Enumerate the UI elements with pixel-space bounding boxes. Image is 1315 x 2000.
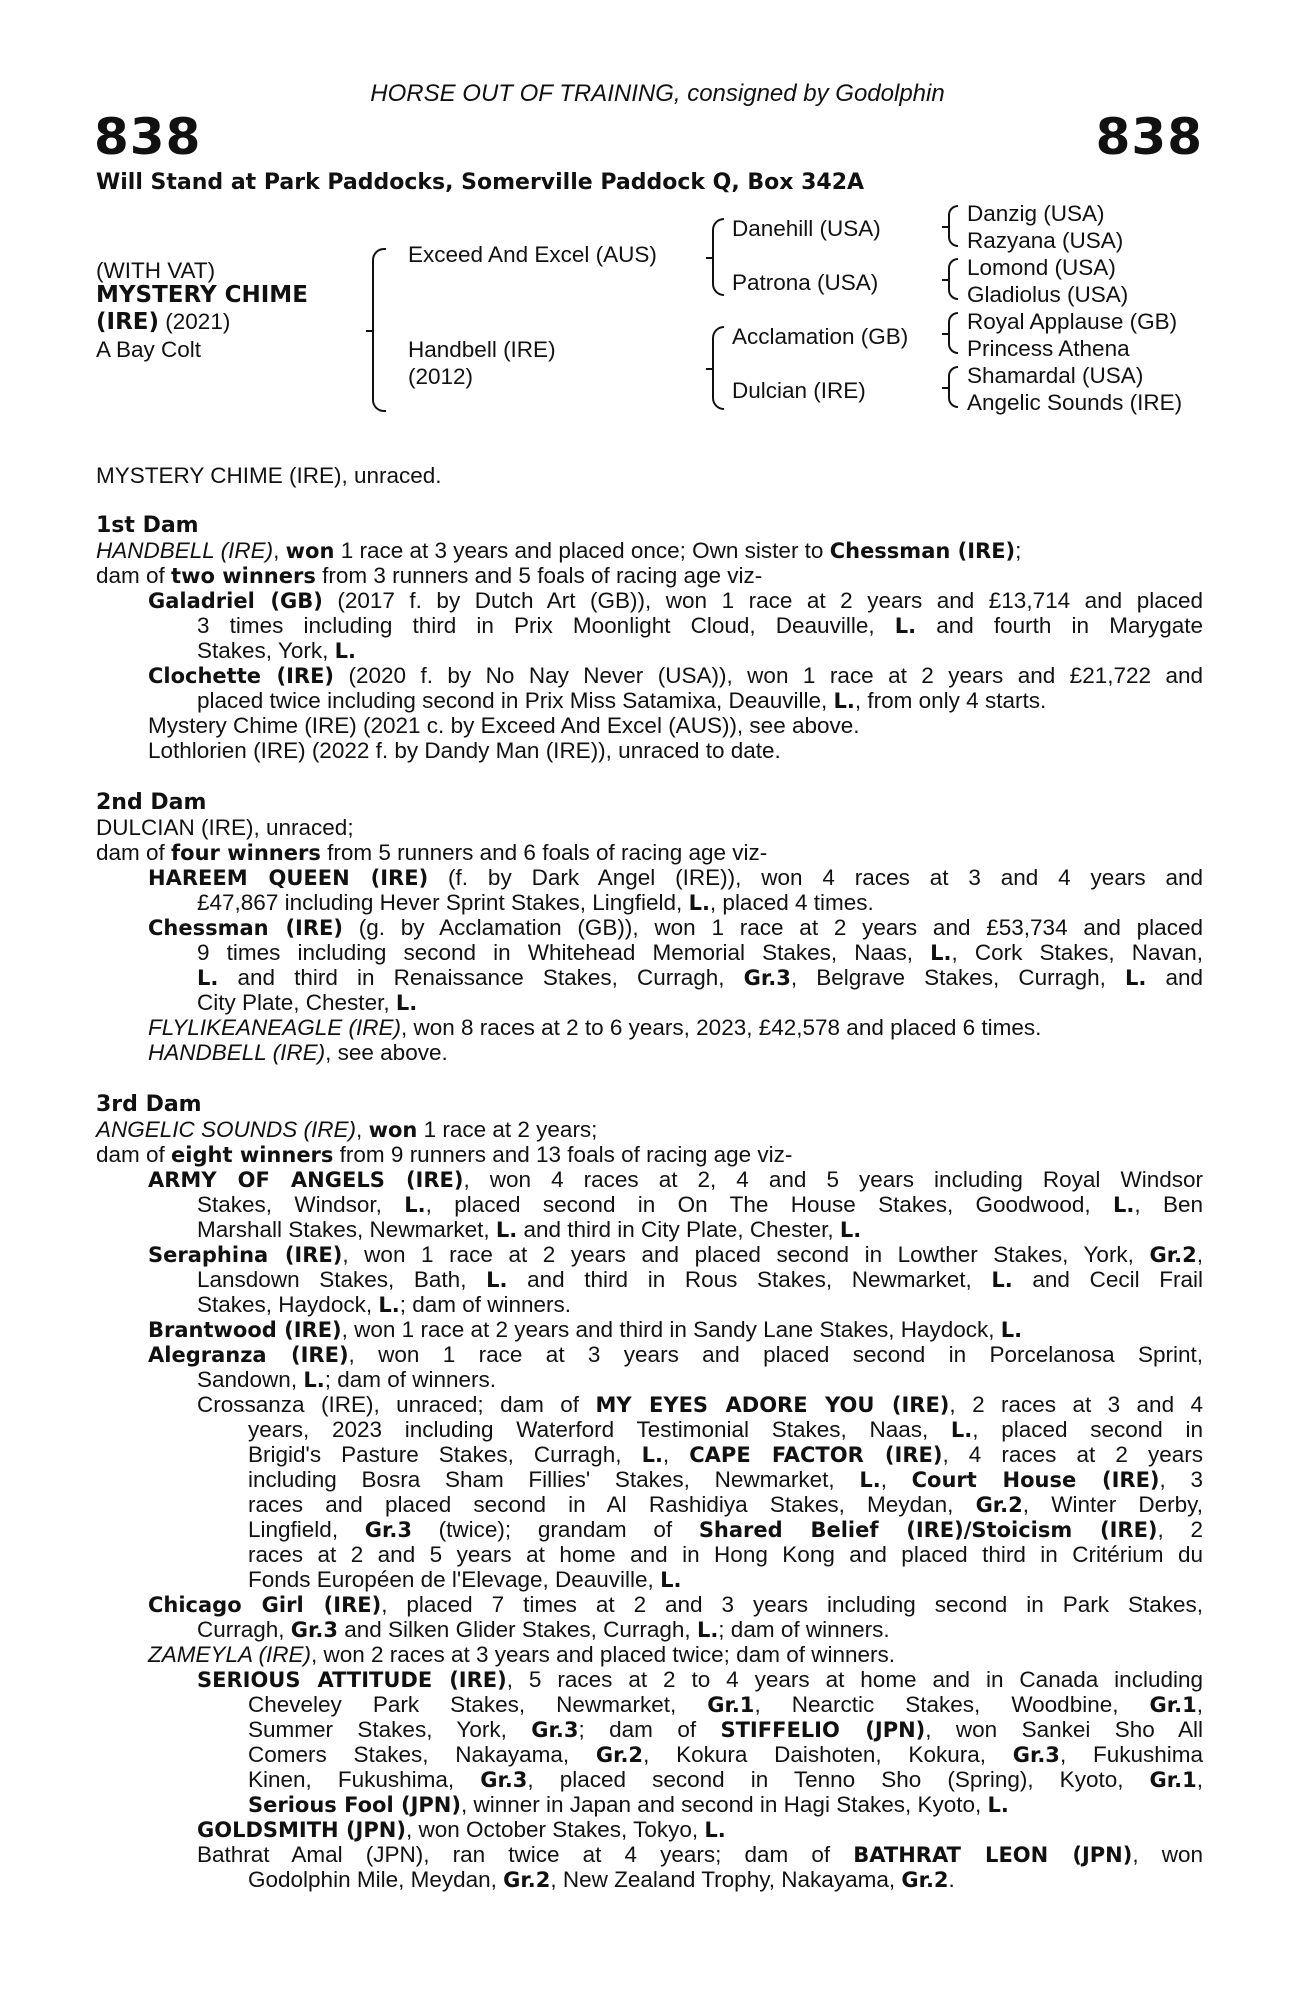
pedigree-g8: Angelic Sounds (IRE) — [967, 390, 1183, 415]
first-dam-entry-1-line-2: 3 times including third in Prix Moonlight Cloud, Deauville, L. and fourth in Marygate — [197, 613, 1203, 638]
sire: Exceed And Excel (AUS) — [408, 242, 657, 267]
pedigree-g6: Princess Athena — [967, 336, 1130, 361]
first-dam-entry-2-line-2: placed twice including second in Prix Miss Satamixa, Deauville, L., from only 4 starts. — [197, 688, 1047, 713]
third-dam-seraphina: Seraphina (IRE), won 1 race at 2 years and placed second in Lowther Stakes, York, Gr.2, — [148, 1242, 1203, 1267]
second-dam-entry-1: HAREEM QUEEN (IRE) (f. by Dark Angel (IRE)), won 4 races at 3 and 4 years and — [148, 865, 1203, 890]
pedigree-brace-sire — [712, 218, 724, 296]
pedigree-brace-g3 — [948, 312, 958, 354]
third-dam-alegranza-2: Sandown, L.; dam of winners. — [197, 1367, 497, 1392]
third-dam-crossanza-7: races at 2 and 5 years at home and in Hong Kong and placed third in Critérium du — [248, 1542, 1203, 1567]
second-dam-entry-2-line-2: 9 times including second in Whitehead Memorial Stakes, Naas, L., Cork Stakes, Navan, — [197, 940, 1203, 965]
race-summary: MYSTERY CHIME (IRE), unraced. — [96, 463, 442, 488]
first-dam-entry-4: Lothlorien (IRE) (2022 f. by Dandy Man (IRE)), unraced to date. — [148, 738, 781, 763]
pedigree-brace-dam — [712, 326, 724, 410]
third-dam-army-of-angels-3: Marshall Stakes, Newmarket, L. and third in City Plate, Chester, L. — [197, 1217, 862, 1242]
serious-attitude-3: Summer Stakes, York, Gr.3; dam of STIFFELIO (JPN), won Sankei Sho All — [248, 1717, 1203, 1742]
pedigree-brace-main — [372, 248, 386, 412]
second-dam-entry-4: HANDBELL (IRE), see above. — [148, 1040, 448, 1065]
consignment-line: HORSE OUT OF TRAINING, consigned by Godolphin — [370, 80, 945, 107]
pedigree-g7: Shamardal (USA) — [967, 363, 1144, 388]
third-dam-line-2: dam of eight winners from 9 runners and 13 foals of racing age viz- — [96, 1142, 793, 1167]
second-dam-line-2: dam of four winners from 5 runners and 6 foals of racing age viz- — [96, 840, 768, 865]
pedigree-g5: Royal Applause (GB) — [967, 309, 1178, 334]
serious-fool: Serious Fool (JPN), winner in Japan and second in Hagi Stakes, Kyoto, L. — [248, 1792, 1009, 1817]
third-dam-heading: 3rd Dam — [96, 1092, 202, 1117]
sire-dam: Patrona (USA) — [732, 270, 879, 295]
lot-number-right: 838 — [1095, 108, 1203, 166]
horse-origin: (IRE) (2021) — [96, 309, 231, 335]
second-dam-entry-1-line-2: £47,867 including Hever Sprint Stakes, Lingfield, L., placed 4 times. — [197, 890, 874, 915]
pedigree-brace-g4 — [948, 366, 958, 408]
bathrat-amal-1: Bathrat Amal (JPN), ran twice at 4 years; dam of BATHRAT LEON (JPN), won — [197, 1842, 1203, 1867]
second-dam-entry-2-line-4: City Plate, Chester, L. — [197, 990, 418, 1015]
lot-number-left: 838 — [94, 108, 202, 166]
third-dam-alegranza: Alegranza (IRE), won 1 race at 3 years and placed second in Porcelanosa Sprint, — [148, 1342, 1203, 1367]
first-dam-entry-2: Clochette (IRE) (2020 f. by No Nay Never (USA)), won 1 race at 2 years and £21,722 and — [148, 663, 1203, 688]
serious-attitude-2: Cheveley Park Stakes, Newmarket, Gr.1, Nearctic Stakes, Woodbine, Gr.1, — [248, 1692, 1203, 1717]
first-dam-entry-1: Galadriel (GB) (2017 f. by Dutch Art (GB)), won 1 race at 2 years and £13,714 and placed — [148, 588, 1203, 613]
dam-year: (2012) — [408, 364, 474, 389]
sire-sire: Danehill (USA) — [732, 216, 881, 241]
serious-attitude-5: Kinen, Fukushima, Gr.3, placed second in Tenno Sho (Spring), Kyoto, Gr.1, — [248, 1767, 1204, 1792]
serious-attitude-4: Comers Stakes, Nakayama, Gr.2, Kokura Daishoten, Kokura, Gr.3, Fukushima — [248, 1742, 1203, 1767]
pedigree-brace-g2 — [948, 258, 958, 300]
third-dam-seraphina-3: Stakes, Haydock, L.; dam of winners. — [197, 1292, 572, 1317]
first-dam-entry-1-line-3: Stakes, York, L. — [197, 638, 356, 663]
dam-sire: Acclamation (GB) — [732, 324, 909, 349]
second-dam-heading: 2nd Dam — [96, 790, 207, 815]
pedigree-g4: Gladiolus (USA) — [967, 282, 1129, 307]
third-dam-crossanza-1: Crossanza (IRE), unraced; dam of MY EYES ADORE YOU (IRE), 2 races at 3 and 4 — [197, 1392, 1204, 1417]
third-dam-line-1: ANGELIC SOUNDS (IRE), won 1 race at 2 years; — [96, 1117, 598, 1142]
second-dam-entry-2-line-3: L. and third in Renaissance Stakes, Curragh, Gr.3, Belgrave Stakes, Curragh, L. and — [197, 965, 1204, 990]
horse-name: MYSTERY CHIME — [96, 282, 308, 308]
second-dam-entry-2: Chessman (IRE) (g. by Acclamation (GB)), won 1 race at 2 years and £53,734 and placed — [148, 915, 1203, 940]
dam-dam: Dulcian (IRE) — [732, 378, 866, 403]
vat-label: (WITH VAT) — [96, 258, 216, 283]
first-dam-line-2: dam of two winners from 3 runners and 5 foals of racing age viz- — [96, 563, 763, 588]
second-dam-line-1: DULCIAN (IRE), unraced; — [96, 815, 354, 840]
first-dam-line-1: HANDBELL (IRE), won 1 race at 3 years and placed once; Own sister to Chessman (IRE); — [96, 538, 1022, 563]
third-dam-crossanza-2: years, 2023 including Waterford Testimonial Stakes, Naas, L., placed second in — [248, 1417, 1203, 1442]
third-dam-crossanza-8: Fonds Européen de l'Elevage, Deauville, L. — [248, 1567, 682, 1592]
third-dam-crossanza-3: Brigid's Pasture Stakes, Curragh, L., CAPE FACTOR (IRE), 4 races at 2 years — [248, 1442, 1203, 1467]
third-dam-army-of-angels: ARMY OF ANGELS (IRE), won 4 races at 2, 4 and 5 years including Royal Windsor — [148, 1167, 1203, 1192]
third-dam-crossanza-5: races and placed second in Al Rashidiya Stakes, Meydan, Gr.2, Winter Derby, — [248, 1492, 1204, 1517]
third-dam-seraphina-2: Lansdown Stakes, Bath, L. and third in Rous Stakes, Newmarket, L. and Cecil Frail — [197, 1267, 1203, 1292]
pedigree-brace-g1 — [948, 205, 958, 247]
first-dam-heading: 1st Dam — [96, 513, 199, 538]
horse-description: A Bay Colt — [96, 337, 202, 362]
pedigree-g1: Danzig (USA) — [967, 201, 1105, 226]
pedigree-g2: Razyana (USA) — [967, 228, 1124, 253]
dam: Handbell (IRE) — [408, 337, 556, 362]
second-dam-entry-3: FLYLIKEANEAGLE (IRE), won 8 races at 2 to 6 years, 2023, £42,578 and placed 6 times. — [148, 1015, 1042, 1040]
third-dam-chicago-girl-2: Curragh, Gr.3 and Silken Glider Stakes, Curragh, L.; dam of winners. — [197, 1617, 890, 1642]
first-dam-entry-3: Mystery Chime (IRE) (2021 c. by Exceed And Excel (AUS)), see above. — [148, 713, 860, 738]
third-dam-crossanza-6: Lingfield, Gr.3 (twice); grandam of Shared Belief (IRE)/Stoicism (IRE), 2 — [248, 1517, 1203, 1542]
stand-location: Will Stand at Park Paddocks, Somerville Paddock Q, Box 342A — [96, 170, 865, 195]
serious-attitude-1: SERIOUS ATTITUDE (IRE), 5 races at 2 to 4 years at home and in Canada including — [197, 1667, 1203, 1692]
third-dam-army-of-angels-2: Stakes, Windsor, L., placed second in On The House Stakes, Goodwood, L., Ben — [197, 1192, 1203, 1217]
third-dam-brantwood: Brantwood (IRE), won 1 race at 2 years and third in Sandy Lane Stakes, Haydock, L. — [148, 1317, 1023, 1342]
pedigree-g3: Lomond (USA) — [967, 255, 1116, 280]
third-dam-chicago-girl: Chicago Girl (IRE), placed 7 times at 2 and 3 years including second in Park Stakes, — [148, 1592, 1203, 1617]
third-dam-zameyla: ZAMEYLA (IRE), won 2 races at 3 years and placed twice; dam of winners. — [148, 1642, 895, 1667]
bathrat-amal-2: Godolphin Mile, Meydan, Gr.2, New Zealand Trophy, Nakayama, Gr.2. — [248, 1867, 955, 1892]
third-dam-crossanza-4: including Bosra Sham Fillies' Stakes, Newmarket, L., Court House (IRE), 3 — [248, 1467, 1203, 1492]
goldsmith: GOLDSMITH (JPN), won October Stakes, Tokyo, L. — [197, 1817, 726, 1842]
